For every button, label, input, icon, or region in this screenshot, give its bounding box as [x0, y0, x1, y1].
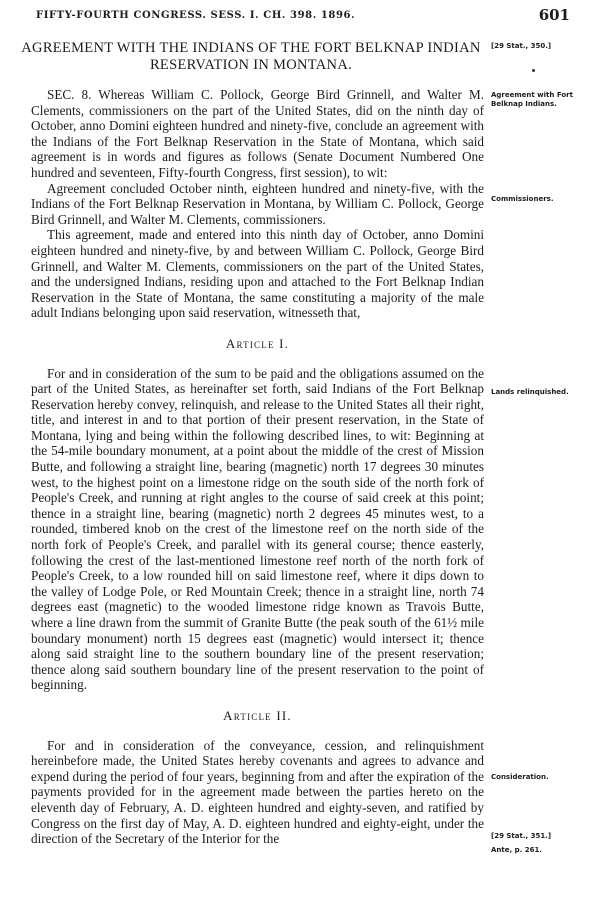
margin-note-stat-350: [29 Stat., 350.]	[491, 42, 552, 50]
paragraph-agreement-made: This agreement, made and entered into this ninth day of October, anno Domini eighteen hundred and ninety-five, by and between William C. Pollock, George Bird Grinnell, and Walter M. Clements, commissioners on the part of the United States, and the undersigned Indians, residing upon and attached to the Fort Belknap Indian Reservation in the State of Montana, the same constituting a majority of the male adult Indians belonging upon said reservation, witnesseth that,	[31, 227, 484, 321]
page-number: 601	[538, 6, 570, 24]
article-2-heading: Article II.	[223, 707, 292, 723]
margin-note-consideration: Consideration.	[491, 773, 549, 781]
ink-dot-mark	[532, 69, 535, 72]
article-1-heading: Article I.	[225, 335, 290, 351]
page-title: AGREEMENT WITH THE INDIANS OF THE FORT BELKNAP INDIAN RESERVATION IN MONTANA.	[21, 40, 481, 73]
page-header	[0, 4, 600, 24]
margin-note-ante: Ante, p. 261.	[491, 846, 542, 854]
paragraph-agreement-concluded: Agreement concluded October ninth, eighteen hundred and ninety-five, with the Indians of the Fort Belknap Reservation in Montana, by William C. Pollock, George Bird Grinnell, and Walter M. Clements, commissioners.	[31, 180, 484, 227]
margin-note-agreement: Agreement with Fort Belknap Indians.	[491, 91, 573, 108]
paragraph-article-1: For and in consideration of the sum to be paid and the obligations assumed on the part of the United States, as hereinafter set forth, said Indians of the Fort Belknap Reservation hereby convey, relinquish, and release to the United States all their right, title, and interest in and to that portion of their present reservation, in the State of Montana, lying and being within the following described lines, to wit: Beginning at the 54-mile boundary monument, at a point about the middle of the crest of Mission Butte, and following a straight line, bearing (magnetic) north 17 degrees 30 minutes west, to the highest point on a limestone ridge on the south side of the north fork of People's Creek, and running at right angles to the course of said creek at this point; thence in a straight line, bearing (magnetic) north 2 degrees 45 minutes west, to a rounded, timbered knob on the crest of the limestone reef on the north side of the north fork of People's Creek, and parallel with its general course; thence easterly, following the crest of the last-mentioned limestone reef north of the north fork of People's Creek, to a low rounded hill on said limestone reef, where it dips down to the valley of Lodge Pole, or Red Mountain Creek; thence in a straight line, north 74 degrees east (magnetic) to the wooded limestone ridge known as Travois Butte, where a line drawn from the summit of Granite Butte (the peak south of the 61½ mile boundary monument) north 15 degrees east (magnetic) would intersect it; thence along said straight line to the southern boundary line of the present reservation; thence along said southern boundary line of the present reservation to the point of beginning.	[31, 365, 484, 693]
margin-note-stat-351: [29 Stat., 351.]	[491, 832, 552, 840]
margin-note-lands-relinquished: Lands relinquished.	[491, 388, 569, 396]
paragraph-whereas: SEC. 8. Whereas William C. Pollock, George Bird Grinnell, and Walter M. Clements, commissioners on the part of the United States, did on the ninth day of October, anno Domini eighteen hundred and ninety-five, conclude an agreement with the Indians of the Fort Belknap Reservation in the State of Montana, which said agreement is in words and figures as follows (Senate Document Numbered One hundred and seventeen, Fifty-fourth Congress, first session), to wit:	[31, 87, 484, 180]
running-head: FIFTY-FOURTH CONGRESS. SESS. I. CH. 398. 1896.	[36, 10, 356, 21]
margin-note-commissioners: Commissioners.	[491, 195, 554, 203]
paragraph-article-2: For and in consideration of the conveyance, cession, and relinquishment hereinbefore made, the United States hereby covenants and agrees to advance and expend during the period of four years, beginning from and after the expiration of the payments provided for in the agreement made between the parties hereto on the eleventh day of February, A. D. eighteen hundred and eighty-seven, and ratified by Congress on the first day of May, A. D. eighteen hundred and eighty-eight, under the direction of the Secretary of the Interior for the	[31, 737, 484, 847]
main-text	[31, 87, 484, 847]
